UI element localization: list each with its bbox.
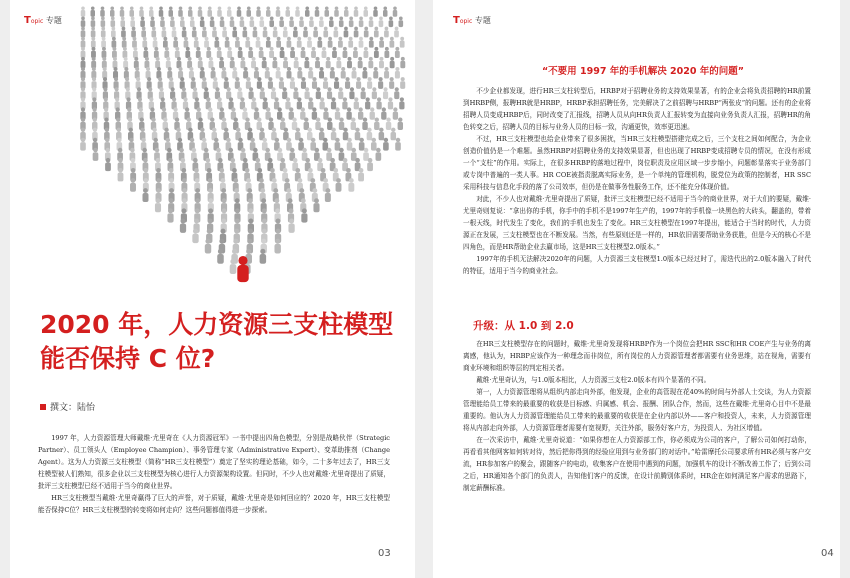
red-square-icon: [40, 404, 46, 410]
right-body-top: [463, 85, 811, 277]
body-paragraph: 1997年的手机无法解决2020年的问题，人力资源三支柱模型1.0版本已经过时了，需迭代出的2.0版本融入了时代的特征，适用于当今的商业社会。: [463, 255, 811, 275]
body-paragraph: 对此，不少人也对戴维·尤里奇提出了质疑，批评三支柱模型已经不适用于当今的商业世界，对于大们的要疑，戴维·尤里奇则复说：“拿出你的手机，你手中的手机不是1997年生产的，1997年的手机像一块黑色的大砖头，翻盖的，带着一根天线，时代发生了变化，我们的手机也发生了变化。HR三支柱模型在1997年提出，能适合于当时的时代，人力资源正在发展，三支柱模型也在不断发展。当然，有些原则还是一样的，HR依旧需要帮助业务获胜，但是今天的核心不是四角色，而是HR帮助企业去赢市场，这是HR三支柱模型2.0版本。”: [463, 195, 811, 251]
body-paragraph: 第一，人力资源管理将从组织内部走向外部，他发现，企业的高管现在花40%的时间与外部人士交谈，为人力资源管理能给员工带来的最重要的收获是目标感、归属感、机会、报酬、团队合作，然而，这些在戴维·尤里奇心目中不是最重要的。他认为人力资源管理能给员工带来的最重要的收获是在企业内部以外——客户和投资人，未来，人力资源管理将从内部走向外部，人力资源管理者需要有宽视野，关注外部，服务好客户方，为投资人、为社区增值。: [463, 388, 811, 432]
body-paragraph: 不少企业都发现，进行HR三支柱转型后，HRBP对于招聘业务的支持效果显著，有的企业会将负责招聘的HR前置到HRBP侧，报聘HR就是HRBP，HRBP承担招聘任务，完美解决了之前招聘与HRBP“两张皮”的问题。还有的企业将招聘人员变成HRBP后，同时改变了汇报线，招聘人员从向HR负责人汇报转变为直接向业务负责人汇报，招聘HR的角色转变之后，招聘人员的目标与业务人员的目标一致，沟通更快，效率更迅速。: [463, 87, 812, 131]
topic-logo: T: [24, 15, 31, 26]
topic-label: 专题: [45, 16, 62, 25]
section-heading: 升级：从 1.0 到 2.0: [473, 320, 574, 332]
left-body: [38, 432, 390, 516]
body-paragraph: 不过，HR三支柱模型也给企业带来了很多困扰，当HR三支柱模型搭建完成之后，三个支柱之间如何配合，为企业创造价值仍是一个难题。虽然HRBP对招聘业务的支持效果显著，但也出现了HRBP变成招聘专员的情况，在没有形成一个“支柱”的作用。实际上，在很多HRBP的落地过程中，岗位职责及应用区域一步步缩小，问题彰显落实于业务部门或专岗中普遍的一类人事。HR COE被指责脱离实际业务，是一个单纯的管理机构，脱党位为政策的控制者，HR SSC采用科技与信息化手段的落了公司效率，但仍是在做事务性服务工作，还不能充分体现价值。: [463, 135, 811, 191]
body-paragraph: 在HR三支柱模型存在的问题时，戴维·尤里奇发现将HRBP作为一个岗位会把HR SSC和HR COE产生与业务的离离感，他认为，HRBP应该作为一种理念而非岗位，所有岗位的人力资源管理者都需要有业务思维，站在视角，需要有商业环境和组织等层的判定相关者。: [463, 340, 811, 372]
left-page: [10, 0, 415, 578]
crowd-arrow-illustration: [58, 0, 415, 290]
body-paragraph: 在一次采访中，戴维·尤里奇说道：“如果你想在人力资源部工作，你必须成为公司的客户，了解公司如何打动你，再看看其他网客如何转对待，然后把你得到的经验应用到与业务部门的对话中。”哈雷摩托公司要求所有HR必须与客户交流，HR参加客户的聚会，跟随客户的电动，收集客户在使用中遇到的问题，加强机车的设计不断改善工作了；后到公司之后，HR通知各个部门的负责人，告知他们客户的反馈，在设计前腾别体系时，HR企在如何满足客户需求的思路下，制定薪酬标准。: [463, 436, 811, 492]
body-paragraph: 1997 年，人力资源管理大师戴维·尤里奇在《人力资源冠军》一书中提出四角色模型，分别是战略伙伴（Strategic Partner）、员工领头人（Employee Champion）、事务管理专家（Administrative Expert）、变革助推剂（Change Agent）。这为人力资源三支柱模型（简称“HR三支柱模型”）奠定了坚实的理论基础，如今，二十多年过去了，HR三支柱模型被人们熟知，很多企业以三支柱模型为核心进行人力资源架构设置。但同时，不少人也对戴维·尤里奇提出了质疑，批评三支柱模型已经不适用于当今的商业世界。: [38, 434, 390, 490]
byline: 撰文：陆怡: [40, 400, 95, 413]
right-page: [433, 0, 840, 578]
right-body-bottom: [463, 338, 811, 494]
topic-label: 专题: [474, 16, 491, 25]
quote-heading: “不要用 1997 年的手机解决 2020 年的问题”: [541, 66, 745, 77]
body-paragraph: 戴维·尤里奇认为，与1.0版本相比，人力资源三支柱2.0版本有四个显著的不同。: [476, 376, 711, 384]
topic-logo: T: [453, 15, 460, 26]
topic-header: Topic 专题: [453, 15, 491, 26]
article-title: 2020 年，人力资源三支柱模型 能否保持 C 位?: [40, 310, 394, 373]
page-number: 04: [821, 548, 834, 559]
page-number: 03: [378, 548, 391, 559]
body-paragraph: HR三支柱模型当戴维·尤里奇赢得了巨大的声誉，对于质疑，戴维·尤里奇是如何回应的？2020 年，HR三支柱模型能否保持C位？HR三支柱模型的转变将如何走向？这些问题都值得进一步探索。: [38, 494, 390, 514]
topic-header: Topic 专题: [24, 15, 62, 26]
